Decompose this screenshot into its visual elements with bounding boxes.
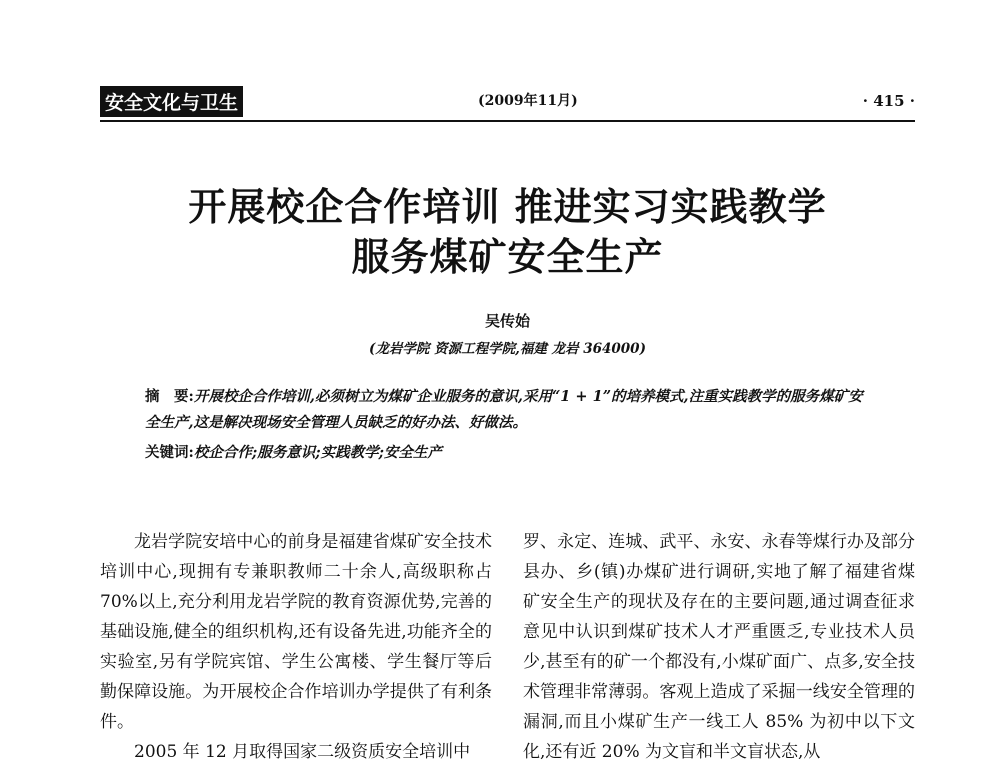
author-name: 吴传始: [484, 312, 530, 330]
body-paragraph: 2005 年 12 月取得国家二级资质安全培训中: [134, 742, 471, 762]
keywords: [145, 441, 873, 462]
body-paragraph: 罗、永定、连城、武平、永安、永春等煤行办及部分县办、乡(镇)办煤矿进行调研,实地了解了福建省煤矿安全生产的现状及存在的主要问题,通过调查征求意见中认识到煤矿技术人才严重匮乏,专业技术人员少,甚至有的矿一个都没有,小煤矿面广、点多,安全技术管理非常薄弱。客观上造成了采掘一线安全管理的漏洞,而且小煤矿生产一线工人 85% 为初中以下文化,还有近 20% 为文盲和半文盲状态,从: [523, 532, 915, 762]
keywords-label: 关键词:: [145, 444, 194, 461]
body-column-right: [523, 527, 915, 767]
header-rule: [100, 120, 915, 122]
abstract-text: 开展校企合作培训,必须树立为煤矿企业服务的意识,采用“1 + 1”的培养模式,注重实践教学的服务煤矿安全生产,这是解决现场安全管理人员缺乏的好办法、好做法。: [145, 388, 863, 431]
abstract-label: 摘 要:: [145, 388, 194, 405]
issue-date: (2009年11月): [478, 93, 578, 109]
running-header: [100, 82, 915, 122]
body-column-left: [100, 527, 492, 767]
journal-section-label: 安全文化与卫生: [100, 86, 243, 117]
keywords-text: 校企合作;服务意识;实践教学;安全生产: [193, 444, 442, 461]
body-paragraph: 龙岩学院安培中心的前身是福建省煤矿安全技术培训中心,现拥有专兼职教师二十余人,高级职称占70%以上,充分利用龙岩学院的教育资源优势,完善的基础设施,健全的组织机构,还有设备先进,功能齐全的实验室,另有学院宾馆、学生公寓楼、学生餐厅等后勤保障设施。为开展校企合作培训办学提供了有利条件。: [100, 532, 492, 732]
article-title-line-2: 服务煤矿安全生产: [351, 235, 664, 279]
article-title-line-1: 开展校企合作培训 推进实习实践教学: [188, 185, 827, 229]
author-affiliation: (龙岩学院 资源工程学院,福建 龙岩 364000): [369, 341, 646, 357]
page-number: · 415 ·: [862, 92, 915, 110]
abstract: [145, 384, 873, 436]
